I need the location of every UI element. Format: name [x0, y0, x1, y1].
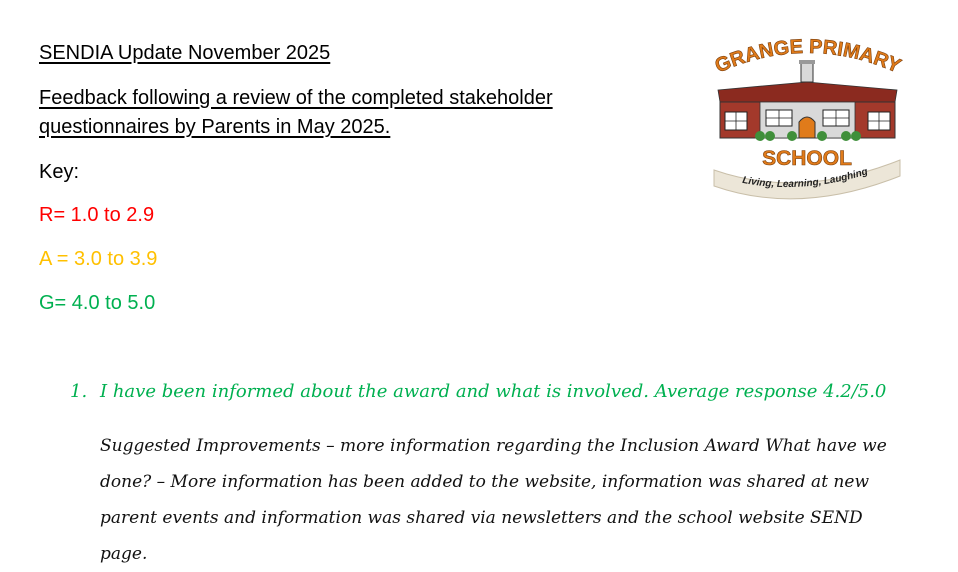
item-number: 1.	[70, 381, 88, 402]
key-green: G= 4.0 to 5.0	[39, 292, 156, 314]
subheading-line-2: questionnaires by Parents in May 2025.	[39, 116, 391, 138]
improvements-line-1: Suggested Improvements – more information regarding the Inclusion Award What have we	[100, 436, 887, 456]
improvements-line-2: done? – More information has been added to the website, information was shared at new	[100, 472, 869, 492]
item-text: I have been informed about the award and what is involved. Average response 4.2/5.0	[100, 381, 887, 402]
roof	[718, 82, 897, 102]
key-amber: A = 3.0 to 3.9	[39, 248, 158, 270]
school-logo	[700, 30, 915, 200]
key-red: R= 1.0 to 2.9	[39, 204, 155, 226]
improvements-line-3: parent events and information was shared via newsletters and the school website SEND page.	[100, 508, 863, 564]
list-item	[70, 381, 886, 402]
door	[799, 117, 815, 138]
logo-motto: Living, Learning, Laughing	[741, 166, 870, 191]
subheading-line-1: Feedback following a review of the completed stakeholder	[39, 87, 553, 109]
page-title: SENDIA Update November 2025	[39, 42, 331, 64]
suggested-improvements	[100, 428, 900, 572]
logo-school-text: SCHOOL	[762, 147, 852, 170]
bell-tower	[801, 62, 813, 82]
key-label: Key:	[39, 161, 80, 183]
logo-top-text: GRANGE PRIMARY	[711, 35, 904, 78]
